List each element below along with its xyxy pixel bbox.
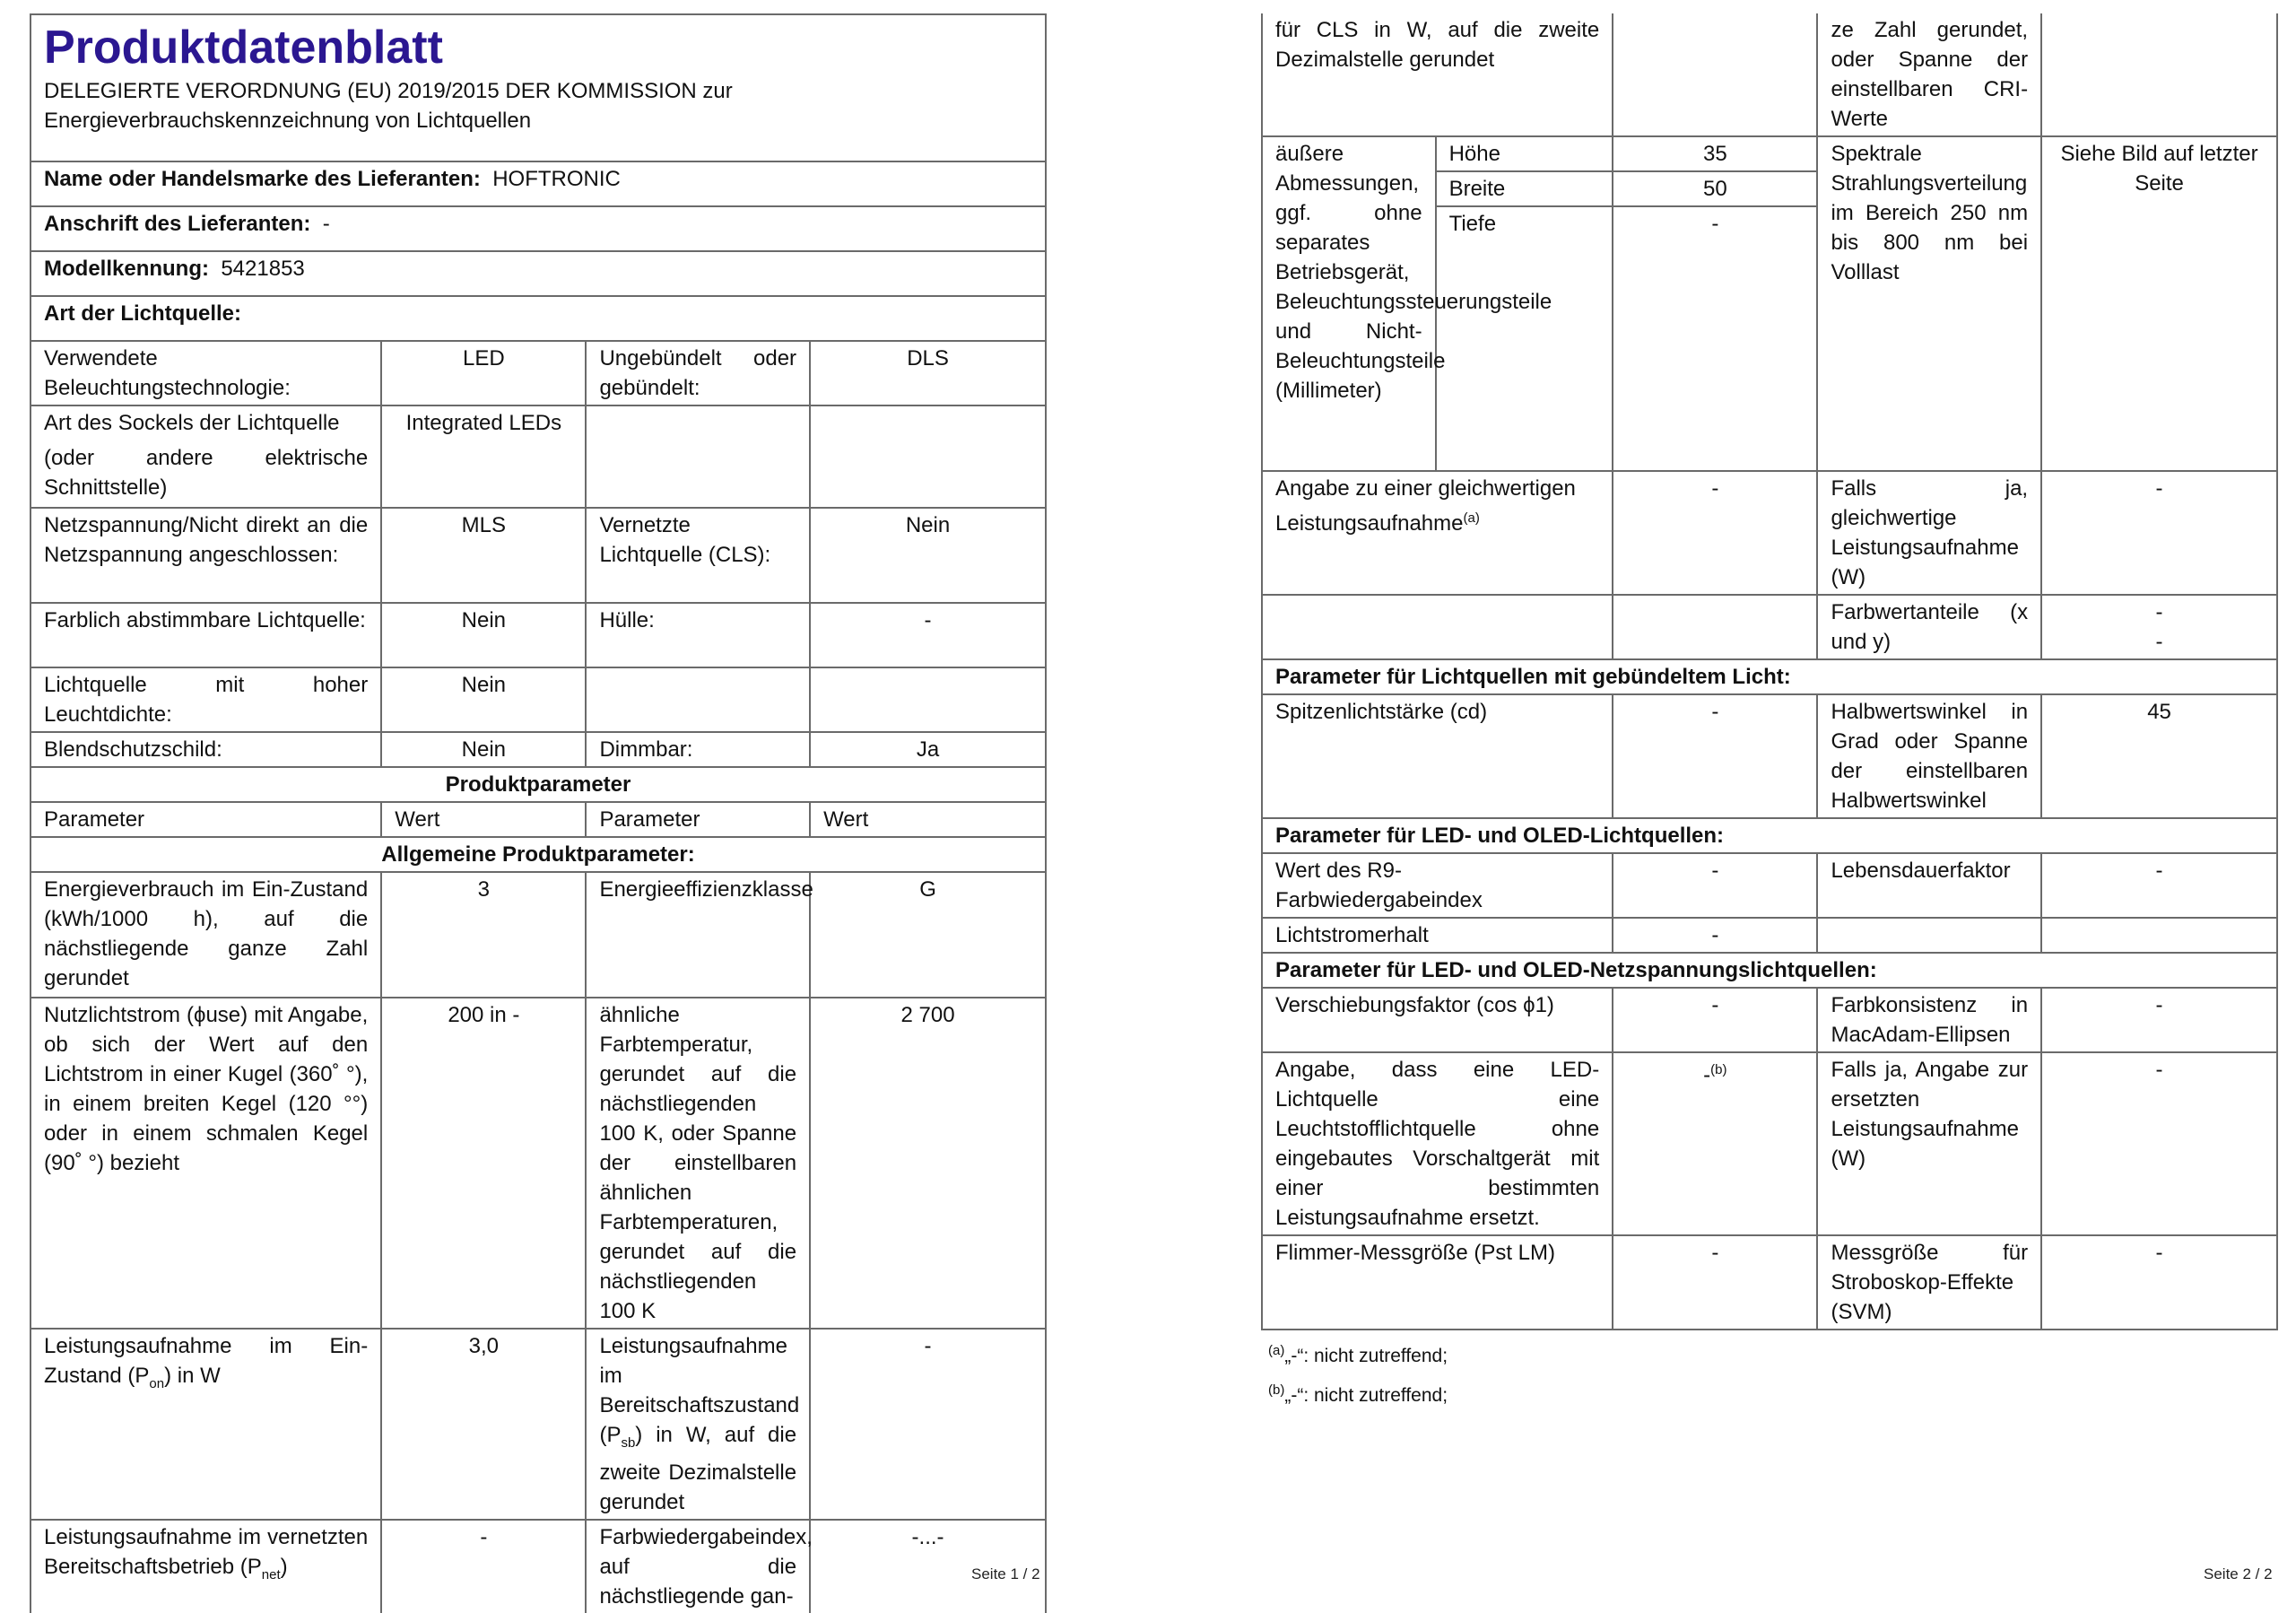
glare-value: Nein xyxy=(381,732,586,767)
empty-cell xyxy=(1262,595,1613,659)
color-tunable-value: Nein xyxy=(381,603,586,667)
empty-cell xyxy=(810,667,1046,732)
lumen-maintenance-label: Lichtstromerhalt xyxy=(1262,918,1613,953)
replacement-w-label: Falls ja, Angabe zur ersetzten Leistungsaufnahme (W) xyxy=(1817,1052,2041,1235)
empty-cell xyxy=(1613,13,1817,136)
socket-label xyxy=(30,405,381,508)
empty-cell xyxy=(586,405,810,508)
flux-value: 200 in - xyxy=(381,998,586,1329)
datasheet-table-1 xyxy=(30,13,1047,1613)
energy-class-value: G xyxy=(810,872,1046,998)
empty-cell xyxy=(2041,13,2277,136)
focus-value: DLS xyxy=(810,341,1046,405)
chromaticity-x: - xyxy=(2155,600,2163,624)
pon-value: 3,0 xyxy=(381,1329,586,1520)
cct-label: ähnliche Farbtemperatur, gerundet auf die nächstliegenden 100 K, oder Spanne der einstellbaren ähnlichen Farbtemperaturen, gerundet auf die nächstliegenden 100 K xyxy=(586,998,810,1329)
glare-label: Blendschutzschild: xyxy=(30,732,381,767)
dimensions-label: äußere Abmessungen, ggf. ohne separates Betriebsgerät, Beleuchtungssteuerungsteile und Nicht-Beleuchtungsteile (Millimeter) xyxy=(1262,136,1436,471)
col-value-header: Wert xyxy=(381,802,586,837)
supplier-value: HOFTRONIC xyxy=(492,167,621,191)
col-param-header: Parameter xyxy=(30,802,381,837)
psb-label-text: Leistungsaufnahme im Bereitschaftszustand (P xyxy=(599,1334,800,1447)
page-title: Produktdatenblatt xyxy=(44,22,443,74)
address-row xyxy=(30,206,1046,251)
mains-led-heading: Parameter für LED- und OLED-Netzspannungslichtquellen: xyxy=(1262,953,2277,988)
product-params-heading: Produktparameter xyxy=(30,767,1046,802)
color-tunable-label: Farblich abstimmbare Lichtquelle: xyxy=(30,603,381,667)
mains-label: Netzspannung/Nicht direkt an die Netzspannung angeschlossen: xyxy=(30,508,381,603)
pon-label-text: Leistungsaufnahme im Ein-Zustand (P xyxy=(44,1334,369,1388)
equiv-power-w-label: Falls ja, gleichwertige Leistungsaufnahme (W) xyxy=(1817,471,2041,595)
energy-value: 3 xyxy=(381,872,586,998)
flicker-value: - xyxy=(1613,1235,1817,1330)
beam-angle-label: Halbwertswinkel in Grad oder Spanne der einstellbaren Halbwertswinkel xyxy=(1817,694,2041,818)
supplier-row xyxy=(30,161,1046,206)
r9-label: Wert des R9-Farbwiedergabeindex xyxy=(1262,853,1613,918)
spectral-value: Siehe Bild auf letzter Seite xyxy=(2041,136,2277,471)
displacement-label: Verschiebungsfaktor (cos ϕ1) xyxy=(1262,988,1613,1052)
pnet-label-unit: ) xyxy=(280,1554,288,1579)
supplier-label: Name oder Handelsmarke des Lieferanten: xyxy=(44,167,481,191)
tech-value: LED xyxy=(381,341,586,405)
lifetime-value: - xyxy=(2041,853,2277,918)
footnote-a-ref: (a) xyxy=(1463,510,1480,526)
footnote-b xyxy=(1268,1373,2278,1413)
cri-value: -...- xyxy=(810,1520,1046,1613)
datasheet-table-2 xyxy=(1261,13,2278,1330)
footnote-a-text: „-“: nicht zutreffend; xyxy=(1284,1346,1448,1366)
dimmable-value: Ja xyxy=(810,732,1046,767)
address-label: Anschrift des Lieferanten: xyxy=(44,212,311,236)
pon-label xyxy=(30,1329,381,1520)
cls-standby-continued: für CLS in W, auf die zweite Dezimalstelle gerundet xyxy=(1262,13,1613,136)
model-row xyxy=(30,251,1046,296)
flux-label: Nutzlichtstrom (ϕuse) mit Angabe, ob sich der Wert auf den Lichtstrom in einer Kugel (360˚ °), in einem breiten Kegel (120 °°) oder in einem schmalen Kegel (90˚ °) bezieht xyxy=(30,998,381,1329)
psb-label xyxy=(586,1329,810,1520)
peak-intensity-label: Spitzenlichtstärke (cd) xyxy=(1262,694,1613,818)
pon-label-unit: ) in W xyxy=(164,1364,221,1388)
footnote-b-mark: (b) xyxy=(1268,1382,1285,1398)
chromaticity-label: Farbwertanteile (x und y) xyxy=(1817,595,2041,659)
mains-value: MLS xyxy=(381,508,586,603)
depth-label: Tiefe xyxy=(1436,206,1613,471)
socket-value: Integrated LEDs xyxy=(381,405,586,508)
socket-label-line2: (oder andere elektrische Schnittstelle) xyxy=(44,446,369,500)
psb-subscript: sb xyxy=(621,1434,636,1451)
empty-cell xyxy=(586,667,810,732)
psb-label-unit: ) in W, auf die zweite Dezimalstelle gerundet xyxy=(599,1423,797,1514)
page-number: Seite 1 / 2 xyxy=(971,1565,1040,1582)
footnotes xyxy=(1261,1334,2278,1413)
width-value: 50 xyxy=(1613,171,1817,206)
regulation-text: DELEGIERTE VERORDNUNG (EU) 2019/2015 DER KOMMISSION zur Energieverbrauchskennzeichnung von Lichtquellen xyxy=(44,79,733,133)
flicker-label: Flimmer-Messgröße (Pst LM) xyxy=(1262,1235,1613,1330)
psb-value: - xyxy=(810,1329,1046,1520)
energy-label: Energieverbrauch im Ein-Zustand (kWh/1000 h), auf die nächstliegende ganze Zahl gerundet xyxy=(30,872,381,998)
col-param-header: Parameter xyxy=(586,802,810,837)
replacement-value-text: - xyxy=(1703,1063,1711,1087)
tech-label: Verwendete Beleuchtungstechnologie: xyxy=(30,341,381,405)
footnote-b-ref: (b) xyxy=(1710,1062,1727,1077)
empty-cell xyxy=(2041,918,2277,953)
address-value: - xyxy=(322,212,330,236)
empty-cell xyxy=(1817,918,2041,953)
cls-label: Vernetzte Lichtquelle (CLS): xyxy=(586,508,810,603)
dimmable-label: Dimmbar: xyxy=(586,732,810,767)
replacement-label: Angabe, dass eine LED-Lichtquelle eine Leuchtstofflichtquelle ohne eingebautes Vorschaltgerät mit einer bestimmten Leistungsaufnahme ersetzt. xyxy=(1262,1052,1613,1235)
equiv-power-w-value: - xyxy=(2041,471,2277,595)
chromaticity-y: - xyxy=(2155,630,2163,654)
beam-angle-value: 45 xyxy=(2041,694,2277,818)
high-luminance-label: Lichtquelle mit hoher Leuchtdichte: xyxy=(30,667,381,732)
chromaticity-value xyxy=(2041,595,2277,659)
pnet-label xyxy=(30,1520,381,1613)
pnet-value: - xyxy=(381,1520,586,1613)
envelope-value: - xyxy=(810,603,1046,667)
pon-subscript: on xyxy=(149,1375,165,1391)
footnote-a-mark: (a) xyxy=(1268,1343,1285,1358)
height-value: 35 xyxy=(1613,136,1817,171)
general-params-heading: Allgemeine Produktparameter: xyxy=(30,837,1046,872)
equiv-power-text: Angabe zu einer gleichwertigen Leistungsaufnahme xyxy=(1275,476,1576,536)
socket-label-line1: Art des Sockels der Lichtquelle xyxy=(44,411,340,435)
color-consistency-value: - xyxy=(2041,988,2277,1052)
stroboscopic-value: - xyxy=(2041,1235,2277,1330)
cls-value: Nein xyxy=(810,508,1046,603)
footnote-b-text: „-“: nicht zutreffend; xyxy=(1284,1385,1448,1406)
pnet-subscript: net xyxy=(261,1566,281,1582)
stroboscopic-label: Messgröße für Stroboskop-Effekte (SVM) xyxy=(1817,1235,2041,1330)
lifetime-label: Lebensdauerfaktor xyxy=(1817,853,2041,918)
displacement-value: - xyxy=(1613,988,1817,1052)
peak-intensity-value: - xyxy=(1613,694,1817,818)
directional-heading: Parameter für Lichtquellen mit gebündeltem Licht: xyxy=(1262,659,2277,694)
lumen-maintenance-value: - xyxy=(1613,918,1817,953)
spectral-label: Spektrale Strahlungsverteilung im Bereich 250 nm bis 800 nm bei Volllast xyxy=(1817,136,2041,471)
light-source-type-label: Art der Lichtquelle: xyxy=(30,296,1046,341)
replacement-w-value: - xyxy=(2041,1052,2277,1235)
model-label: Modellkennung: xyxy=(44,257,209,281)
empty-cell xyxy=(1613,595,1817,659)
pnet-label-text: Leistungsaufnahme im vernetzten Bereitschaftsbetrieb (P xyxy=(44,1524,369,1579)
width-label: Breite xyxy=(1436,171,1613,206)
cct-value: 2 700 xyxy=(810,998,1046,1329)
r9-value: - xyxy=(1613,853,1817,918)
model-value: 5421853 xyxy=(221,257,305,281)
height-label: Höhe xyxy=(1436,136,1613,171)
footnote-a xyxy=(1268,1334,2278,1373)
replacement-value xyxy=(1613,1052,1817,1235)
equiv-power-label xyxy=(1262,471,1613,595)
header-cell xyxy=(30,14,1046,161)
envelope-label: Hülle: xyxy=(586,603,810,667)
cri-continued: ze Zahl gerundet, oder Spanne der einstellbaren CRI-Werte xyxy=(1817,13,2041,136)
focus-label: Ungebündelt oder gebündelt: xyxy=(586,341,810,405)
cri-label: Farbwiedergabeindex, auf die nächstliegende gan- xyxy=(586,1520,810,1613)
col-value-header: Wert xyxy=(810,802,1046,837)
page-number: Seite 2 / 2 xyxy=(2204,1565,2273,1582)
energy-class-label: Energieeffizienzklasse xyxy=(586,872,810,998)
empty-cell xyxy=(810,405,1046,508)
high-luminance-value: Nein xyxy=(381,667,586,732)
color-consistency-label: Farbkonsistenz in MacAdam-Ellipsen xyxy=(1817,988,2041,1052)
datasheet-page-2 xyxy=(1261,13,2278,1413)
depth-value: - xyxy=(1613,206,1817,471)
equiv-power-value: - xyxy=(1613,471,1817,595)
led-heading: Parameter für LED- und OLED-Lichtquellen: xyxy=(1262,818,2277,853)
datasheet-page-1 xyxy=(30,13,1047,1613)
